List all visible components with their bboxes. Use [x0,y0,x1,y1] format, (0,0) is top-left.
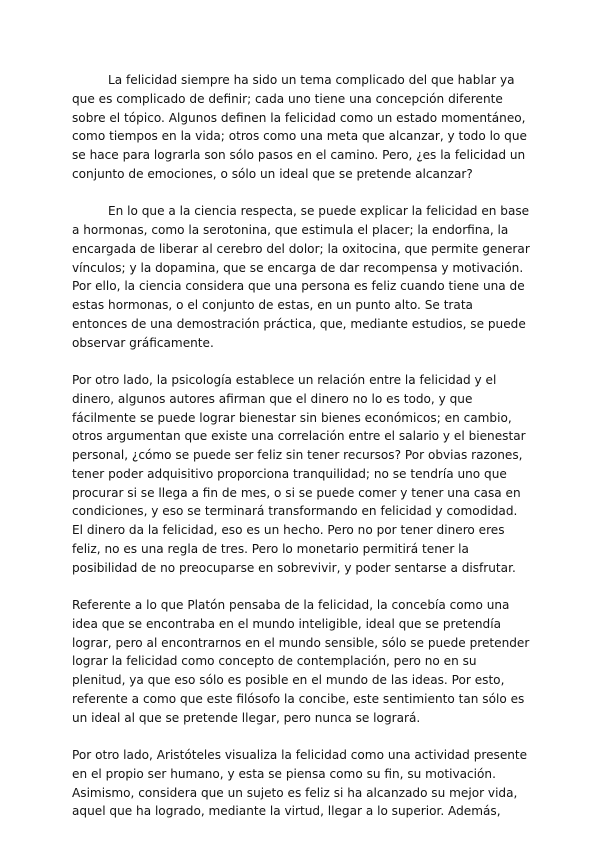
paragraph-science: En lo que a la ciencia respecta, se puede explicar la felicidad en base a hormonas, como la serotonina, que estimula el placer; la endorfina, la encargada de liberar al cerebro del dolor; la oxitocina, que permite generar vínculos; y la dopamina, que se encarga de dar recompensa y motivación. Por ello, la ciencia considera que una persona es feliz cuando tiene una de estas hormonas, o el conjunto de estas, en un punto alto. Se trata entonces de una demostración práctica, que, mediante estudios, se puede observar gráficamente. [72,204,530,350]
document-body [72,71,532,821]
paragraph-aristotle: Por otro lado, Aristóteles visualiza la felicidad como una actividad presente en el propio ser humano, y esta se piensa como su fin, su motivación. Asimismo, considera que un sujeto es feliz si ha alcanzado su mejor vida, aquel que ha logrado, mediante la virtud, llegar a lo superior. Además, [72,748,528,819]
paragraph-intro: La felicidad siempre ha sido un tema complicado del que hablar ya que es complicado de definir; cada uno tiene una concepción diferente sobre el tópico. Algunos definen la felicidad como un estado momentáneo, como tiempos en la vida; otros como una meta que alcanzar, y todo lo que se hace para lograrla son sólo pasos en el camino. Pero, ¿es la felicidad un conjunto de emociones, o sólo un ideal que se pretende alcanzar? [72,73,527,181]
paragraph-psychology: Por otro lado, la psicología establece un relación entre la felicidad y el dinero, algunos autores afirman que el dinero no lo es todo, y que fácilmente se puede lograr bienestar sin bienes económicos; en cambio, otros argumentan que existe una correlación entre el salario y el bienestar personal, ¿cómo se puede ser feliz sin tener recursos? Por obvias razones, tener poder adquisitivo proporciona tranquilidad; no se tendría uno que procurar si se llega a fin de mes, o si se puede comer y tener una casa en condiciones, y eso se terminará transformando en felicidad y comodidad. El dinero da la felicidad, eso es un hecho. Pero no por tener dinero eres feliz, no es una regla de tres. Pero lo monetario permitirá tener la posibilidad de no preocuparse en sobrevivir, y poder sentarse a disfrutar. [72,373,526,575]
paragraph-plato: Referente a lo que Platón pensaba de la felicidad, la concebía como una idea que se encontraba en el mundo inteligible, ideal que se pretendía lograr, pero al encontrarnos en el mundo sensible, sólo se puede pretender lograr la felicidad como concepto de contemplación, pero no en su plenitud, ya que eso sólo es posible en el mundo de las ideas. Por esto, referente a como que este filósofo la concibe, este sentimiento tan sólo es un ideal al que se pretende llegar, pero nunca se logrará. [72,598,530,725]
